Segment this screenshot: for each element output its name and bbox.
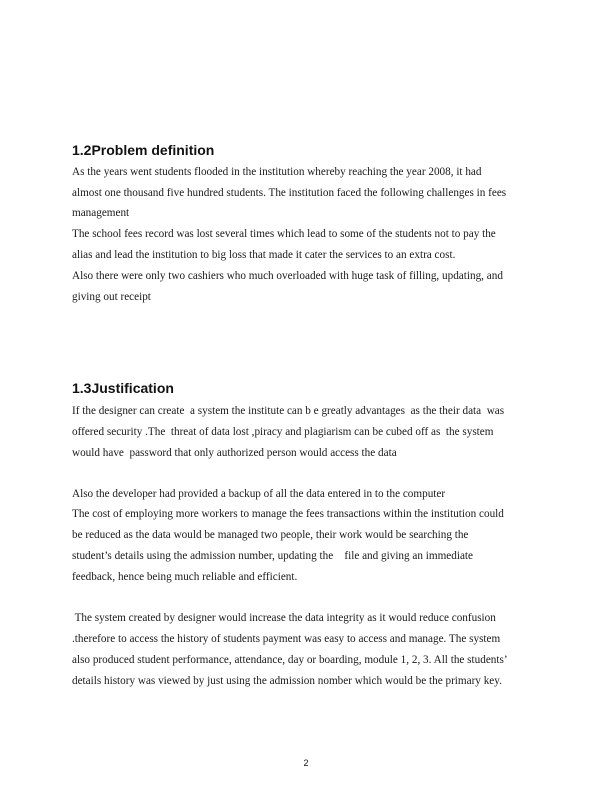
body-line: details history was viewed by just using the admission nomber which would be the primary key. (72, 675, 502, 687)
body-line: The cost of employing more workers to manage the fees transactions within the institution could (72, 508, 504, 520)
body-line: .therefore to access the history of students payment was easy to access and manage. The system (72, 633, 501, 645)
section-heading-justification: 1.3Justification (72, 380, 174, 396)
body-line: offered security .The threat of data lost ,piracy and plagiarism can be cubed off as the system (72, 426, 494, 438)
body-line: Also there were only two cashiers who much overloaded with huge task of filling, updating, and (72, 270, 503, 282)
body-line: would have password that only authorized person would access the data (72, 447, 397, 459)
page-number: 2 (303, 758, 309, 768)
body-line: The school fees record was lost several times which lead to some of the students not to pay the (72, 228, 496, 240)
body-line: The system created by designer would increase the data integrity as it would reduce confusion (72, 612, 496, 624)
body-line: giving out receipt (72, 291, 151, 303)
body-line: Also the developer had provided a backup of all the data entered in to the computer (72, 488, 446, 500)
body-line: management (72, 207, 130, 219)
body-line: feedback, hence being much reliable and efficient. (72, 571, 298, 583)
body-line: be reduced as the data would be managed two people, their work would be searching the (72, 529, 469, 541)
body-line: alias and lead the institution to big loss that made it cater the services to an extra cost. (72, 249, 456, 261)
body-line: If the designer can create a system the institute can b e greatly advantages as the their data was (72, 405, 505, 417)
body-line: student’s details using the admission number, updating the file and giving an immediate (72, 550, 473, 562)
body-line: almost one thousand five hundred students. The institution faced the following challenges in fees (72, 187, 507, 199)
section-heading-problem-definition: 1.2Problem definition (72, 142, 215, 158)
body-line: As the years went students flooded in the institution whereby reaching the year 2008, it had (72, 166, 482, 178)
body-line: also produced student performance, attendance, day or boarding, module 1, 2, 3. All the students’ (72, 654, 508, 666)
